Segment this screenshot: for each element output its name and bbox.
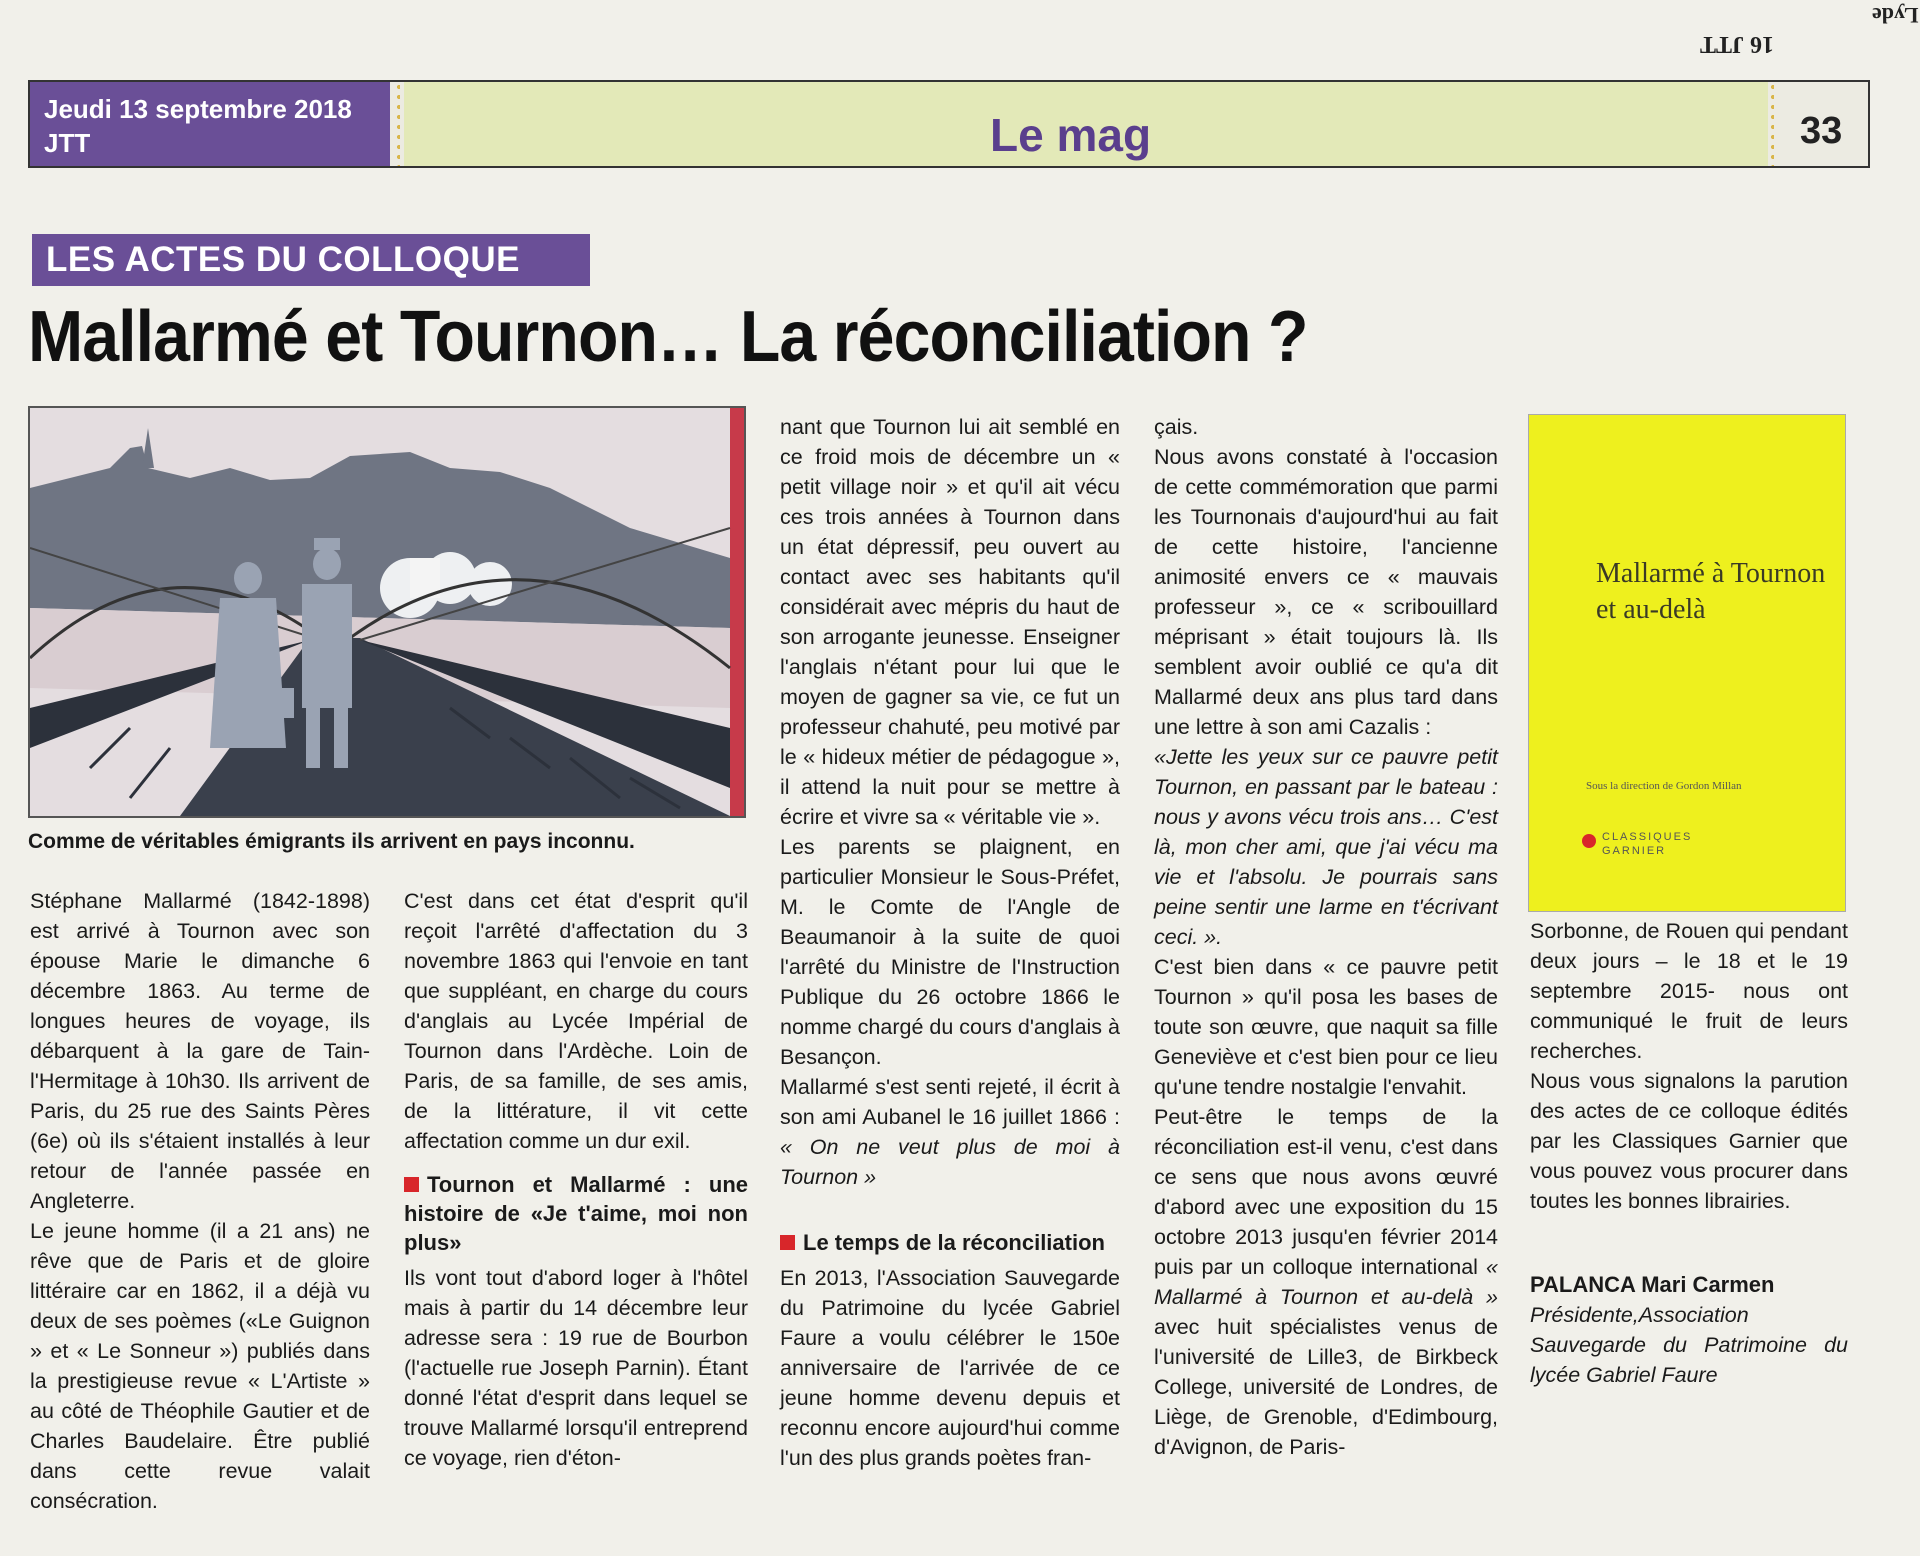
paragraph: C'est bien dans « ce pauvre petit Tournon » qu'il posa les bases de toute son œuvre, que naquit sa fille Geneviève et c'est bien pour ce lieu qu'une tendre nostalgie l'envahit. (1154, 955, 1498, 1099)
paragraph: çais. (1154, 415, 1199, 439)
paragraph: En 2013, l'Association Sauvegarde du Patrimoine du lycée Gabriel Faure a voulu célébrer le 150e anniversaire de l'arrivée de ce jeune homme devenu depuis et reconnu encore aujourd'hui comme l'un des plus grands poètes fran- (780, 1266, 1120, 1470)
article-column-3 (780, 412, 1120, 1473)
paragraph (1154, 1102, 1498, 1462)
headline: Mallarmé et Tournon… La réconciliation ? (28, 297, 1308, 377)
paragraph: Stéphane Mallarmé (1842-1898) est arrivé à Tournon avec son épouse Marie le dimanche 6 décembre 1863. Au terme de longues heures de voyage, ils débarquent à la gare de Tain-l'Hermitage à 10h30. Ils arrivent de Paris, du 25 rue des Saints Pères (6e) où ils s'étaient installés à leur retour de l'année passée en Angleterre. (30, 889, 370, 1213)
publisher-logo-icon (1582, 834, 1596, 848)
paragraph-text: Mallarmé s'est senti rejeté, il écrit à son ami Aubanel le 16 juillet 1866 : (780, 1075, 1120, 1129)
paper-label: JTT (44, 128, 91, 158)
kicker-label: LES ACTES DU COLLOQUE (32, 234, 590, 286)
book-publisher (1602, 830, 1692, 858)
publisher-line: CLASSIQUES (1602, 831, 1693, 843)
article-column-1 (30, 886, 370, 1516)
signature-name: PALANCA Mari Carmen (1530, 1272, 1775, 1297)
bridge-illustration-graphic (30, 408, 744, 816)
subheading (780, 1228, 1120, 1257)
article-column-5 (1530, 916, 1848, 1390)
paragraph-text: Peut-être le temps de la réconciliation est-il venu, c'est dans ce sens que nous avons œuvré d'abord avec une exposition du 15 octobre 2013 jusqu'en février 2014 puis par un colloque international (1154, 1105, 1498, 1279)
paragraph: Ils vont tout d'abord loger à l'hôtel mais à partir du 14 décembre leur adresse sera : 19 rue de Bourbon (l'actuelle rue Joseph Parnin). Étant donné l'état d'esprit dans lequel se trouve Mallarmé lorsqu'il entreprend ce voyage, rien d'éton- (404, 1266, 748, 1470)
subheading (404, 1170, 748, 1257)
red-square-icon (780, 1235, 795, 1250)
quote: « Mallarmé à Tournon et au-delà » (1154, 1255, 1498, 1309)
date-box (30, 82, 390, 166)
subheading-text: Tournon et Mallarmé : une histoire de «Je t'aime, moi non plus» (404, 1172, 748, 1255)
paragraph: Sorbonne, de Rouen qui pendant deux jours – le 18 et le 19 septembre 2015- nous ont communiqué le fruit de leurs recherches. (1530, 919, 1848, 1063)
section-title: Le mag (990, 109, 1152, 161)
image-caption: Comme de véritables émigrants ils arrivent en pays inconnu. (28, 830, 635, 853)
paragraph (780, 1072, 1120, 1192)
paragraph: Le jeune homme (il a 21 ans) ne rêve que de Paris et de gloire littéraire car en 1862, il a déjà vu deux de ses poèmes («Le Guignon » et « Le Sonneur ») publiés dans la prestigieuse revue « L'Artiste » au côté de Théophile Gautier et de Charles Baudelaire. Être publié dans cette revue valait consécration. (30, 1219, 370, 1513)
paragraph-text: avec huit spécialistes venus de l'université de Lille3, de Birkbeck College, université de Londres, de Liège, de Grenoble, d'Edimbourg, d'Avignon, de Paris- (1154, 1315, 1498, 1459)
date-label: Jeudi 13 septembre 2018 (44, 94, 352, 124)
publisher-line: GARNIER (1602, 845, 1667, 857)
page-number: 33 (1800, 110, 1843, 152)
book-title-line: et au-delà (1596, 594, 1706, 625)
book-title (1596, 556, 1836, 628)
article-column-4 (1154, 412, 1498, 1462)
paragraph: C'est dans cet état d'esprit qu'il reçoit l'arrêté d'affectation du 3 novembre 1863 qui l'envoie en tant que suppléant, en charge du cours d'anglais au Lycée Impérial de Tournon dans l'Ardèche. Loin de Paris, de sa famille, de ses amis, de la littérature, il vit cette affectation comme un dur exil. (404, 889, 748, 1153)
page-stamp: 16 JTT (1700, 31, 1775, 57)
article-column-2 (404, 886, 748, 1473)
book-title-line: Mallarmé à Tournon (1596, 558, 1826, 589)
red-square-icon (404, 1177, 419, 1192)
paragraph: nant que Tournon lui ait semblé en ce froid mois de décembre un « petit village noir » et qu'il ait vécu ces trois années à Tournon dans un état dépressif, peu ouvert au contact avec ses habitants qu'il considérait avec mépris du haut de son arrogante jeunesse. Enseigner l'anglais n'étant pour lui que le moyen de gagner sa vie, ce fut un professeur chahuté, peu motivé par le « hideux métier de pédagogue », il attend la nuit pour se mettre à écrire et vivre sa « véritable vie ». (780, 415, 1120, 829)
dotted-divider (396, 82, 400, 166)
subheading-text: Le temps de la réconciliation (803, 1230, 1105, 1255)
signature-role: Présidente,Association Sauvegarde du Patrimoine du lycée Gabriel Faure (1530, 1303, 1848, 1387)
book-editor: Sous la direction de Gordon Millan (1586, 780, 1742, 792)
dotted-divider (1770, 82, 1774, 166)
quote: « On ne veut plus de moi à Tournon » (780, 1135, 1120, 1189)
paragraph: Nous avons constaté à l'occasion de cette commémoration que parmi les Tournonais d'aujourd'hui au fait de cette histoire, l'ancienne animosité envers ce « mauvais professeur », ce « scribouillard méprisant » était toujours là. Ils semblent avoir oublié ce qu'a dit Mallarmé deux ans plus tard dans une lettre à son ami Cazalis : (1154, 445, 1498, 739)
paragraph: Les parents se plaignent, en particulier Monsieur le Sous-Préfet, M. le Comte de l'Angle de Beaumanoir à la suite de quoi l'arrêté du Ministre de l'Instruction Publique du 26 octobre 1866 le nomme chargé du cours d'anglais à Besançon. (780, 835, 1120, 1069)
quote: «Jette les yeux sur ce pauvre petit Tournon, en passant par le bateau : nous y avons vécu trois ans… C'est là, mon cher ami, que j'ai vécu ma vie et l'absolu. Je pourrais sans peine sentir une larme en t'écrivant ceci. ». (1154, 745, 1498, 949)
paragraph: Nous vous signalons la parution des actes de ce colloque édités par les Classiques Garnier que vous pouvez vous procurer dans toutes les bonnes librairies. (1530, 1069, 1848, 1213)
illustration-bridge (28, 406, 746, 818)
corner-mark: Lyde (1872, 3, 1919, 28)
